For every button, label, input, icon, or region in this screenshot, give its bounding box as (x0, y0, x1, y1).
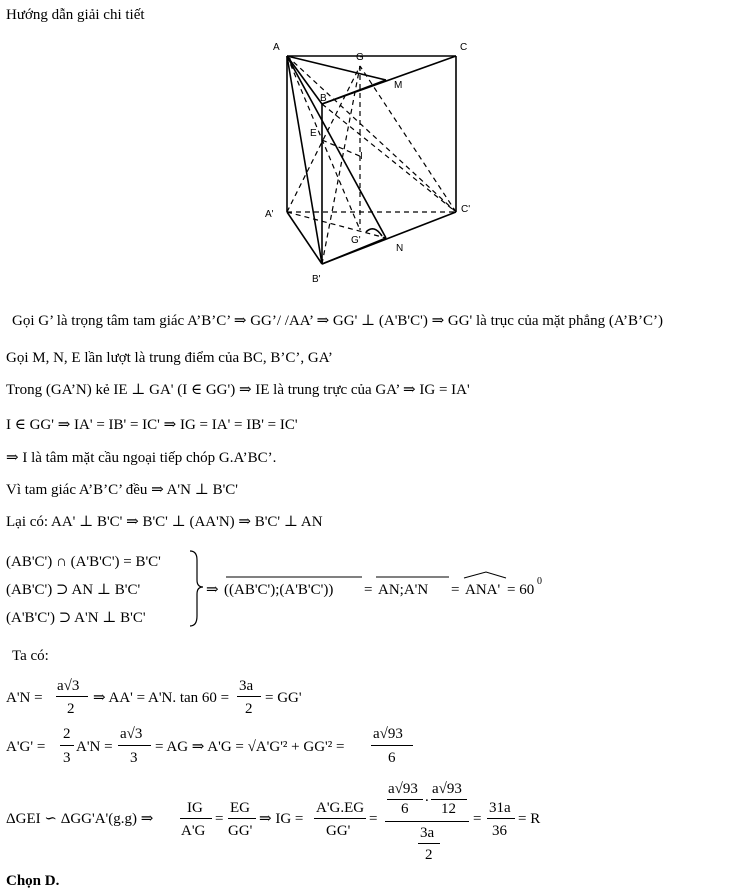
eq3-frac3-bar (314, 818, 366, 819)
eq1-rhs: = GG' (265, 690, 302, 706)
eq2-frac1-bar (60, 745, 74, 746)
eq1-frac1-num: a√3 (57, 678, 80, 694)
system-result-angle-lines: AN;A'N (378, 582, 429, 598)
line-midpoints: Gọi M, N, E lần lượt là trung điểm của BC, B’C’, GA’ (6, 350, 333, 366)
eq3-frac3-num: A'G.EG (316, 800, 365, 816)
system-result-value: = 60 (507, 582, 535, 598)
eq3-ig: ⇒ IG = (259, 811, 304, 827)
label-A: A (273, 42, 280, 53)
eq3-lhs: ΔGEI ∽ ΔGG'A'(g.g) ⇒ (6, 811, 154, 827)
eq1-frac2-num: 3a (239, 678, 254, 694)
eq3-equals-2: = (369, 811, 378, 827)
eq3-frac3-den: GG' (326, 823, 351, 839)
eq3-big-den-den: 2 (425, 847, 433, 863)
eq2-frac3-bar (371, 745, 413, 746)
label-N: N (396, 243, 404, 254)
eq3-frac4-bar (487, 818, 515, 819)
eq3-frac4-num: 31a (489, 800, 511, 816)
answer-label: Chọn D. (6, 873, 60, 889)
eq2-frac2-den: 3 (130, 750, 138, 766)
solution-heading: Hướng dẫn giải chi tiết (6, 7, 145, 23)
eq1-frac1-den: 2 (67, 701, 75, 717)
eq3-rhs: = R (518, 811, 541, 827)
eq1-frac2-den: 2 (245, 701, 253, 717)
label-G: G (356, 52, 364, 63)
system-result-equals-2: = (451, 582, 460, 598)
eq2-frac2-bar (118, 745, 151, 746)
eq1-lhs: A'N = (6, 690, 43, 706)
eq3-big-main-bar (385, 821, 469, 822)
eq3-big-den-num: 3a (420, 825, 435, 841)
eq3-big-num2-den: 12 (441, 801, 456, 817)
system-line-2: (AB'C') ⊃ AN ⊥ B'C' (6, 582, 141, 598)
label-A-prime: A' (265, 209, 274, 220)
system-result-arrow: ⇒ (206, 582, 219, 598)
eq3-big-num1-num: a√93 (388, 781, 418, 797)
eq1-middle: ⇒ AA' = A'N. tan 60 = (93, 690, 230, 706)
eq3-frac2-bar (228, 818, 256, 819)
label-C-prime: C' (461, 204, 471, 215)
label-E: E (310, 128, 317, 139)
eq3-big-num1-den: 6 (401, 801, 409, 817)
line-perpendicular-bisector: Trong (GA’N) kẻ IE ⊥ GA' (I ∈ GG') ⇒ IE là trung trực của GA’ ⇒ IG = IA' (6, 382, 470, 398)
eq2-lhs: A'G' = (6, 739, 46, 755)
eq2-frac3-den: 6 (388, 750, 396, 766)
eq3-equals-1: = (215, 811, 224, 827)
eq3-frac2-num: EG (230, 800, 250, 816)
eq3-frac1-num: IG (187, 800, 203, 816)
eq3-big-dot: . (425, 789, 429, 805)
line-equal-distances: I ∈ GG' ⇒ IA' = IB' = IC' ⇒ IG = IA' = IB' = IC' (6, 417, 298, 433)
label-C: C (460, 42, 468, 53)
label-B: B (320, 93, 327, 104)
label-I: I (360, 151, 363, 162)
eq2-frac1-num: 2 (63, 726, 71, 742)
system-result-equals-1: = (364, 582, 373, 598)
eq3-equals-3: = (473, 811, 482, 827)
line-equilateral: Vì tam giác A’B’C’ đều ⇒ A'N ⊥ B'C' (6, 482, 238, 498)
system-result-angle-planes: ((AB'C');(A'B'C')) (224, 582, 334, 598)
eq2-frac1-den: 3 (63, 750, 71, 766)
eq2-frac2-num: a√3 (120, 726, 143, 742)
eq2-rhs: = AG ⇒ A'G = √A'G'² + GG'² = (155, 739, 345, 755)
eq3-frac1-den: A'G (181, 823, 206, 839)
line-centroid: Gọi G’ là trọng tâm tam giác A’B’C’ ⇒ GG’/ /AA’ ⇒ GG' ⊥ (A'B'C') ⇒ GG' là trục của mặt phẳng (A’B’C’) (12, 313, 664, 329)
line-perpendicular: Lại có: AA' ⊥ B'C' ⇒ B'C' ⊥ (AA'N) ⇒ B'C' ⊥ AN (6, 514, 323, 530)
label-M: M (394, 80, 403, 91)
system-result-degree: 0 (537, 576, 542, 587)
eq3-big-num2-num: a√93 (432, 781, 462, 797)
label-B-prime: B' (312, 274, 321, 285)
system-line-3: (A'B'C') ⊃ A'N ⊥ B'C' (6, 610, 146, 626)
eq3-frac4-den: 36 (492, 823, 507, 839)
ta-co-label: Ta có: (12, 648, 49, 664)
system-result-angle-ana: ANA' (465, 582, 501, 598)
eq3-frac1-bar (180, 818, 212, 819)
eq1-frac2-bar (237, 696, 261, 697)
eq1-frac1-bar (56, 696, 88, 697)
system-line-1: (AB'C') ∩ (A'B'C') = B'C' (6, 554, 161, 570)
eq2-frac3-num: a√93 (373, 726, 403, 742)
label-G-prime: G' (351, 235, 361, 246)
eq3-big-den-bar (418, 843, 440, 844)
eq2-middle: A'N = (76, 739, 113, 755)
line-sphere-center: ⇒ I là tâm mặt cầu ngoại tiếp chóp G.A’BC’. (6, 450, 277, 466)
eq3-frac2-den: GG' (228, 823, 253, 839)
